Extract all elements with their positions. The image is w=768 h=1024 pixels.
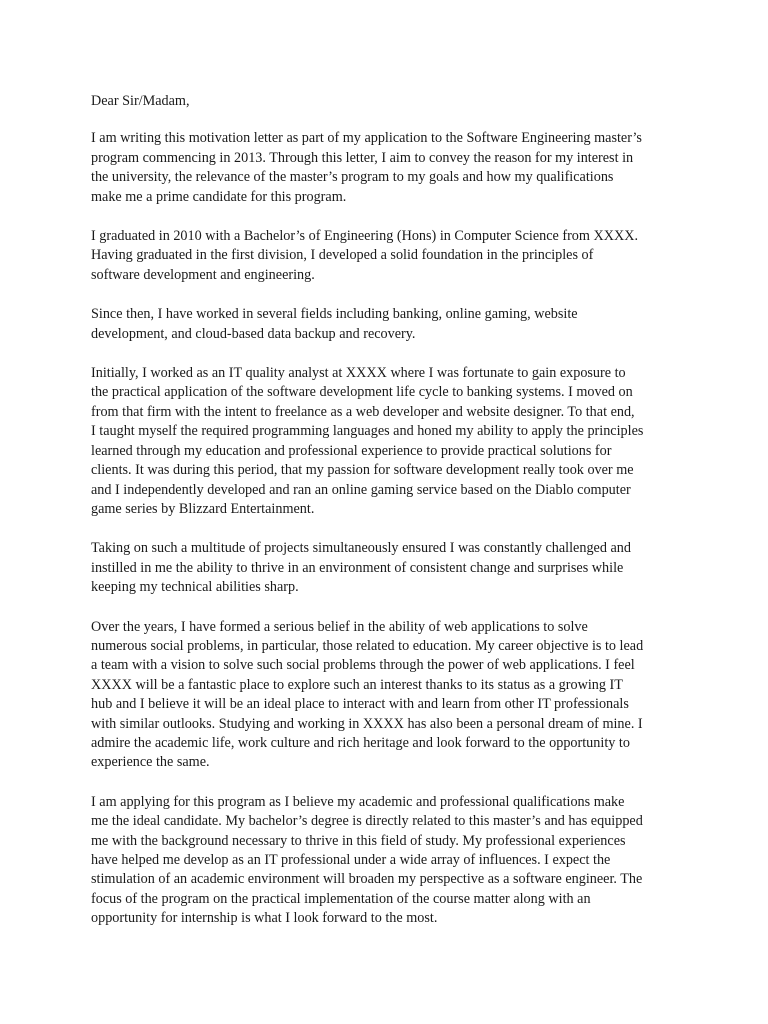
paragraph-qualifications: I am applying for this program as I believe my academic and professional qualifications make me the ideal candidate. My bachelor’s degree is directly related to this master’s and has equipped me with the background necessary to thrive in this field of study. My professional experiences have helped me develop as an IT professional under a wide array of influences. I expect the stimulation of an academic environment will broaden my perspective as a software engineer. The focus of the program on the practical implementation of the course matter along with an opportunity for internship is what I look forward to the most.	[91, 793, 643, 927]
motivation-letter	[91, 92, 691, 949]
paragraph-fields: Since then, I have worked in several fields including banking, online gaming, website development, and cloud-based data backup and recovery.	[91, 306, 578, 342]
salutation: Dear Sir/Madam,	[91, 93, 190, 109]
paragraph-intro: I am writing this motivation letter as part of my application to the Software Engineering master’s program commencing in 2013. Through this letter, I aim to convey the reason for my interest in the university, the relevance of the master’s program to my goals and how my qualifications make me a prime candidate for this program.	[91, 130, 642, 205]
paragraph-experience: Initially, I worked as an IT quality analyst at XXXX where I was fortunate to gain exposure to the practical application of the software development life cycle to banking systems. I moved on from that firm with the intent to freelance as a web developer and website designer. To that end, I taught myself the required programming languages and honed my ability to apply the principles learned through my education and professional experience to provide practical solutions for clients. It was during this period, that my passion for software development really took over me and I independently developed and ran an online gaming service based on the Diablo computer game series by Blizzard Entertainment.	[91, 365, 644, 517]
paragraph-challenges: Taking on such a multitude of projects simultaneously ensured I was constantly challenged and instilled in me the ability to thrive in an environment of consistent change and surprises while keeping my technical abilities sharp.	[91, 540, 631, 596]
paragraph-career-objective: Over the years, I have formed a serious belief in the ability of web applications to solve numerous social problems, in particular, those related to education. My career objective is to lead a team with a vision to solve such social problems through the power of web applications. I feel XXXX will be a fantastic place to explore such an interest thanks to its status as a growing IT hub and I believe it will be an ideal place to interact with and learn from other IT professionals with similar outlooks. Studying and working in XXXX has also been a personal dream of mine. I admire the academic life, work culture and rich heritage and look forward to the opportunity to experience the same.	[91, 618, 644, 771]
paragraph-education: I graduated in 2010 with a Bachelor’s of Engineering (Hons) in Computer Science from XXXX. Having graduated in the first division, I developed a solid foundation in the principles of software development and engineering.	[91, 228, 639, 283]
